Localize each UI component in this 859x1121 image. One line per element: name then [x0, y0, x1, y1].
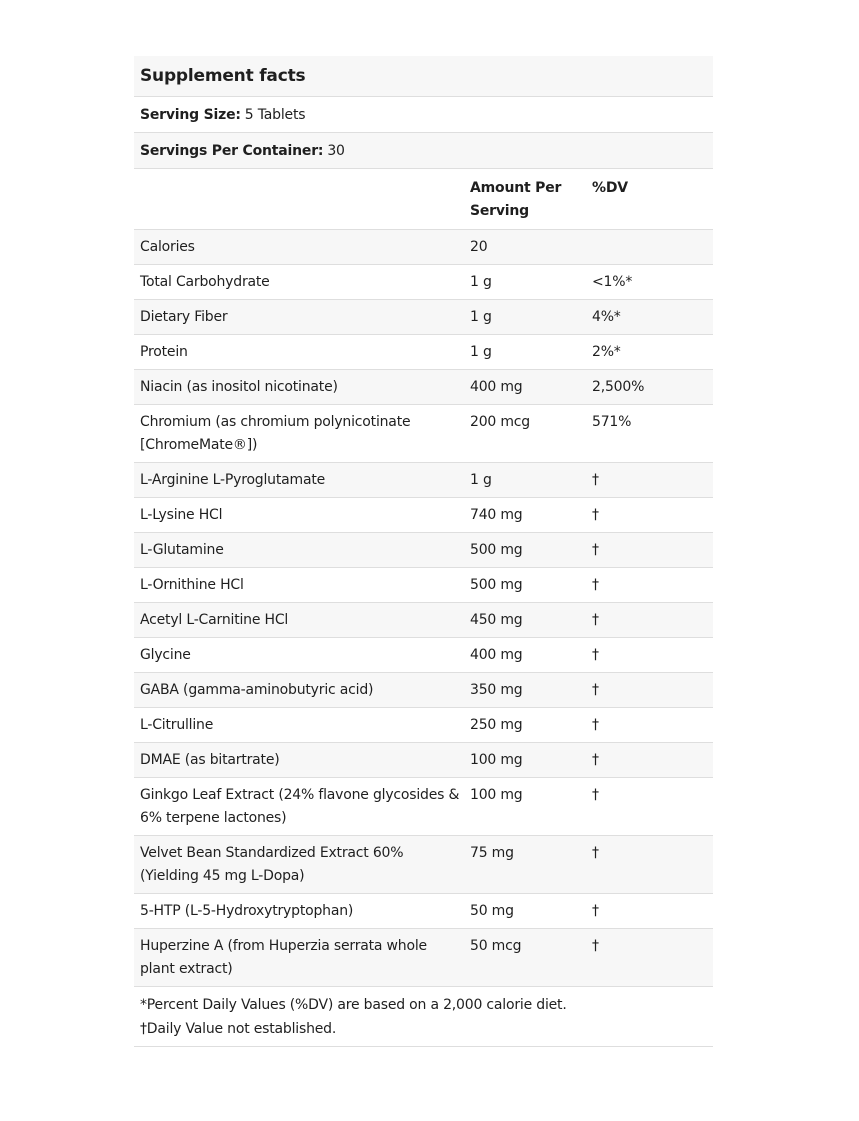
table-row [134, 265, 713, 300]
table-row [134, 673, 713, 708]
dv-footnote: *Percent Daily Values (%DV) are based on a 2,000 calorie diet. [140, 997, 567, 1013]
table-row [134, 405, 713, 463]
nutrient-column-header [134, 177, 470, 223]
nutrient-name-cell: L-Citrulline [140, 717, 214, 733]
table-row [134, 638, 713, 673]
table-row [134, 836, 713, 894]
amount-column-header: Amount Per Serving [470, 180, 562, 219]
servings-per-container-row [134, 133, 713, 169]
servings-per-container-label: Servings Per Container: [140, 142, 324, 159]
amount-cell: 740 mg [470, 507, 523, 523]
nutrient-name-cell: GABA (gamma-aminobutyric acid) [140, 682, 374, 698]
dv-cell: 2,500% [592, 379, 645, 395]
amount-cell: 1 g [470, 472, 492, 488]
table-row [134, 335, 713, 370]
nutrient-name-cell: DMAE (as bitartrate) [140, 752, 280, 768]
footnotes [134, 987, 713, 1047]
nutrient-name-cell: Glycine [140, 647, 191, 663]
nutrient-name-cell: Acetyl L-Carnitine HCl [140, 612, 289, 628]
dv-cell: 4%* [592, 309, 621, 325]
panel-title: Supplement facts [134, 56, 713, 97]
dv-column-header: %DV [592, 180, 628, 196]
dv-cell: † [592, 542, 599, 558]
serving-size-value: 5 Tablets [244, 106, 306, 123]
amount-cell: 1 g [470, 274, 492, 290]
nutrient-name-cell: Ginkgo Leaf Extract (24% flavone glycosides & 6% terpene lactones) [140, 787, 460, 826]
table-row [134, 708, 713, 743]
dv-cell: † [592, 845, 599, 861]
table-row [134, 568, 713, 603]
nutrient-name-cell: Calories [140, 239, 195, 255]
amount-cell: 75 mg [470, 845, 514, 861]
nutrient-name-cell: Niacin (as inositol nicotinate) [140, 379, 338, 395]
table-row [134, 370, 713, 405]
dv-cell: † [592, 682, 599, 698]
amount-cell: 100 mg [470, 787, 523, 803]
nutrient-name-cell: Total Carbohydrate [140, 274, 270, 290]
amount-cell: 500 mg [470, 542, 523, 558]
nutrient-name-cell: L-Arginine L-Pyroglutamate [140, 472, 326, 488]
table-row [134, 300, 713, 335]
dv-cell: † [592, 903, 599, 919]
amount-cell: 1 g [470, 344, 492, 360]
dv-cell [592, 236, 713, 259]
dv-cell: † [592, 507, 599, 523]
dv-cell: † [592, 787, 599, 803]
nutrient-name-cell: Protein [140, 344, 188, 360]
nutrient-name-cell: Velvet Bean Standardized Extract 60% (Yielding 45 mg L-Dopa) [140, 845, 404, 884]
dv-cell: <1%* [592, 274, 633, 290]
amount-cell: 50 mg [470, 903, 514, 919]
table-row [134, 743, 713, 778]
table-row [134, 463, 713, 498]
nutrient-name-cell: Chromium (as chromium polynicotinate [ChromeMate®]) [140, 414, 411, 453]
amount-cell: 400 mg [470, 647, 523, 663]
amount-cell: 50 mcg [470, 938, 522, 954]
amount-cell: 500 mg [470, 577, 523, 593]
dv-cell: † [592, 612, 599, 628]
dv-cell: 2%* [592, 344, 621, 360]
amount-cell: 350 mg [470, 682, 523, 698]
servings-per-container-value: 30 [327, 142, 345, 159]
amount-cell: 100 mg [470, 752, 523, 768]
table-row [134, 498, 713, 533]
amount-cell: 1 g [470, 309, 492, 325]
dv-cell: † [592, 577, 599, 593]
dv-cell: † [592, 472, 599, 488]
table-row [134, 778, 713, 836]
table-row [134, 603, 713, 638]
nutrient-name-cell: Huperzine A (from Huperzia serrata whole plant extract) [140, 938, 427, 977]
serving-size-label: Serving Size: [140, 106, 241, 123]
table-row [134, 533, 713, 568]
amount-cell: 20 [470, 239, 488, 255]
nutrient-name-cell: L-Lysine HCl [140, 507, 223, 523]
nutrient-name-cell: Dietary Fiber [140, 309, 228, 325]
serving-size-row [134, 97, 713, 133]
amount-cell: 400 mg [470, 379, 523, 395]
nutrient-name-cell: 5-HTP (L-5-Hydroxytryptophan) [140, 903, 354, 919]
dagger-footnote: †Daily Value not established. [140, 1021, 337, 1037]
table-row [134, 894, 713, 929]
dv-cell: 571% [592, 414, 632, 430]
supplement-facts-panel [134, 56, 713, 1047]
dv-cell: † [592, 717, 599, 733]
amount-cell: 450 mg [470, 612, 523, 628]
dv-cell: † [592, 752, 599, 768]
nutrient-name-cell: L-Glutamine [140, 542, 224, 558]
dv-cell: † [592, 647, 599, 663]
amount-cell: 250 mg [470, 717, 523, 733]
nutrient-rows [134, 230, 713, 987]
table-header-row [134, 169, 713, 230]
nutrient-name-cell: L-Ornithine HCl [140, 577, 244, 593]
table-row [134, 929, 713, 987]
table-row [134, 230, 713, 265]
amount-cell: 200 mcg [470, 414, 530, 430]
dv-cell: † [592, 938, 599, 954]
